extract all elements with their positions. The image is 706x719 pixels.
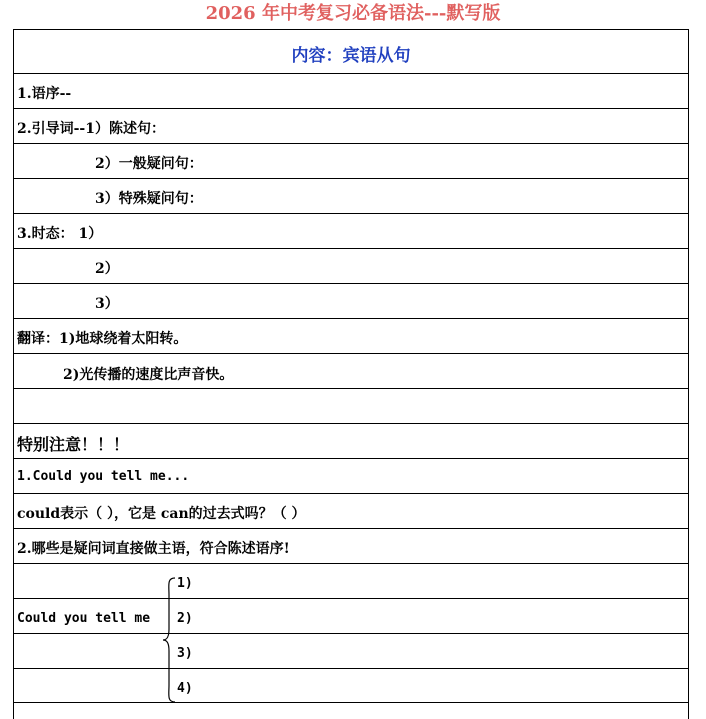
row-text: 3） [95,296,119,312]
header-row [14,29,688,73]
row-could-meaning [14,493,688,528]
header-text: 内容：宾语从句 [291,46,411,66]
row-special-question [14,178,688,213]
could-you-tell-me-label: Could you tell me [17,611,151,626]
row-question-words [14,528,688,563]
row-conjunctions [14,108,688,143]
row-text: 2.引导词--1）陈述句： [17,121,165,137]
row-tense-2 [14,248,688,283]
row-text: 2.哪些是疑问词直接做主语，符合陈述语序! [17,541,290,557]
row-text: 2） [95,261,119,277]
row-word-order [14,73,688,108]
row-text: 翻译：1)地球绕着太阳转。 [17,331,188,347]
row-translation-2 [14,353,688,388]
row-item-1 [14,563,688,598]
row-translation-1 [14,318,688,353]
row-blank [14,388,688,423]
row-text: 2)光传播的速度比声音快。 [63,367,234,383]
item-number: 2) [177,611,193,626]
row-could-you [14,458,688,493]
item-number: 4) [177,681,193,696]
row-tense-1 [14,213,688,248]
row-text: 1.Could you tell me... [17,469,190,484]
item-number: 1) [177,576,193,591]
row-item-3 [14,633,688,668]
row-tense-3 [14,283,688,318]
document-title: 2026 年中考复习必备语法---默写版 [205,3,501,24]
row-special-note [14,423,688,458]
worksheet-table [13,29,689,719]
curly-brace-icon [162,577,176,703]
row-text: 1.语序-- [17,86,72,102]
row-text: could表示（ ），它是 can的过去式吗？（ ） [17,506,306,522]
row-text: 3.时态： 1） [17,226,103,242]
row-text: 2）一般疑问句： [95,156,203,172]
row-text: 特别注意！！！ [17,435,130,454]
row-item-4 [14,668,688,703]
item-number: 3) [177,646,193,661]
row-text: 3）特殊疑问句： [95,191,203,207]
row-general-question [14,143,688,178]
